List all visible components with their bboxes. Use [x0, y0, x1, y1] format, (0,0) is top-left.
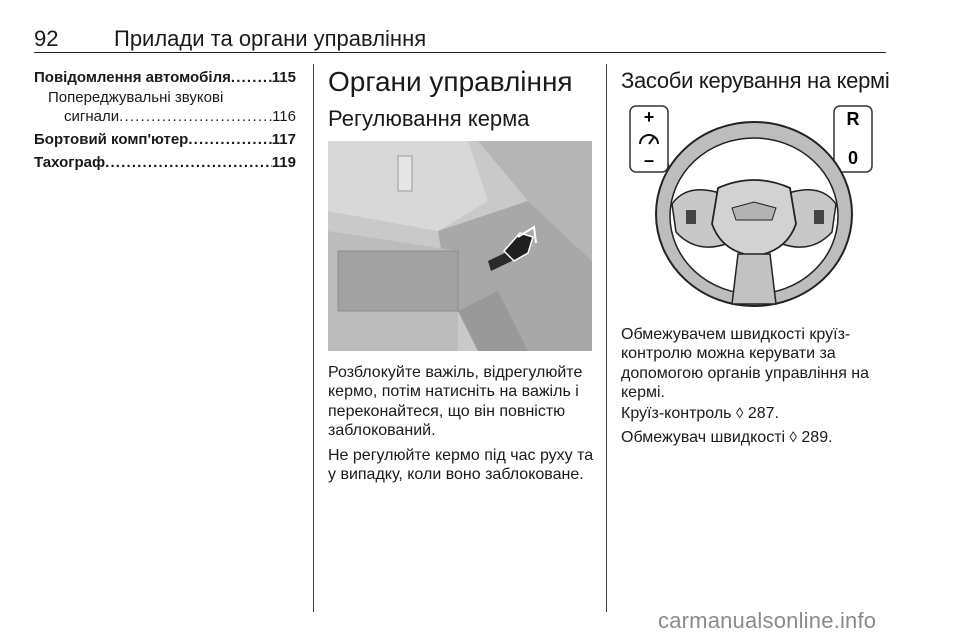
column-divider-right: [606, 64, 607, 612]
zero-label: 0: [847, 148, 859, 168]
cross-reference-arrow-icon: ◊: [789, 429, 797, 446]
column-divider-left: [313, 64, 314, 612]
watermark: carmanualsonline.info: [658, 608, 877, 633]
toc-entry-board-computer[interactable]: Бортовий комп'ютер . . . 117: [34, 130, 296, 149]
page-title: Прилади та органи управління: [114, 26, 427, 51]
cross-reference-cruise-control[interactable]: Круїз-контроль ◊ 287.: [621, 405, 779, 422]
cross-reference-speed-limiter[interactable]: Обмежувач швидкості ◊ 289.: [621, 429, 833, 446]
toc-entry-warning-chimes-line1[interactable]: Попереджувальні звукові: [48, 89, 224, 106]
page-number: 92: [34, 26, 59, 51]
adjustment-instructions: Розблокуйте важіль, відрегулюйте кермо, потім натисніть на важіль і переконайтеся, що він повністю заблокований.: [328, 364, 583, 440]
toc-entry-warning-chimes[interactable]: сигнали . . . 116: [64, 107, 296, 126]
toc-entry-vehicle-messages[interactable]: Повідомлення автомобіля . . . 115: [34, 68, 296, 87]
wheel-controls-description: Обмежувачем швидкості круїз- контролю можна керувати за допомогою органів управління на кермі.: [621, 326, 870, 402]
toc-entry-tachograph[interactable]: Тахограф . . . 119: [34, 153, 296, 172]
right-control-button: [814, 210, 824, 224]
subsection-heading-wheel-controls: Засоби керування на кермі: [621, 68, 890, 93]
left-control-button: [686, 210, 696, 224]
plus-label: +: [643, 107, 655, 127]
page-header: [34, 26, 886, 53]
steering-adjustment-photo: [328, 141, 592, 351]
resume-label: R: [846, 109, 860, 129]
minus-label: –: [643, 150, 655, 170]
subsection-heading: Регулювання керма: [328, 106, 530, 131]
adjustment-warning: Не регулюйте кермо під час руху та у випадку, коли воно заблоковане.: [328, 447, 594, 484]
section-heading: Органи управління: [328, 66, 573, 97]
steering-wheel-controls-illustration: [626, 104, 876, 310]
cross-reference-arrow-icon: ◊: [735, 405, 744, 422]
